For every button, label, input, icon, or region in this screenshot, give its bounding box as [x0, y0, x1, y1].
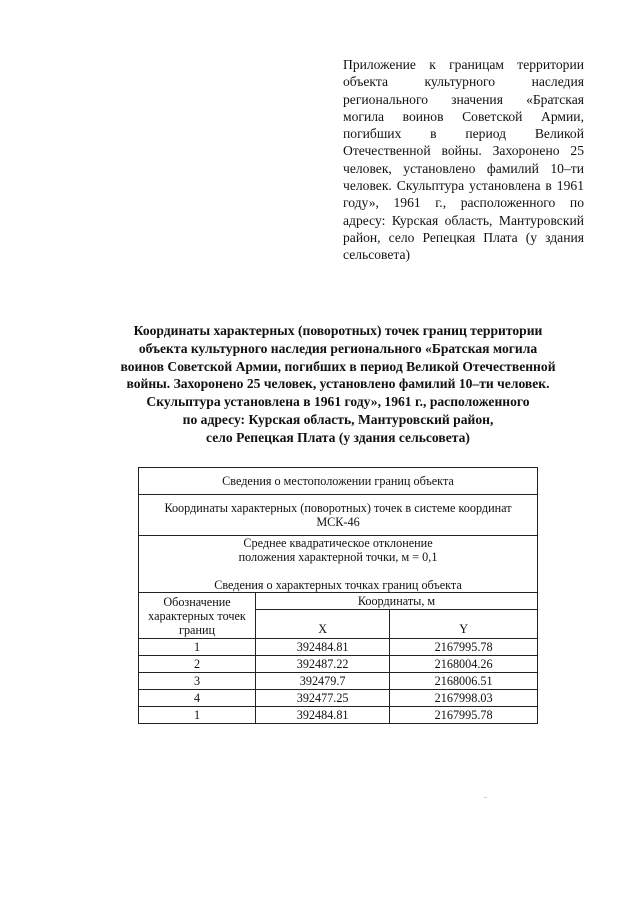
y-header: Y: [390, 610, 538, 639]
coordinates-table: [138, 467, 538, 724]
y-cell: 2167995.78: [390, 639, 538, 656]
document-title: [100, 322, 576, 447]
x-cell: 392484.81: [256, 639, 390, 656]
table-row: [139, 673, 538, 690]
accuracy-line: Среднее квадратическое отклонение: [243, 536, 433, 550]
accuracy-cell: [139, 536, 538, 593]
table-row: [139, 707, 538, 724]
x-cell: 392487.22: [256, 656, 390, 673]
point-cell: 1: [139, 639, 256, 656]
table-row: [139, 639, 538, 656]
coordinates-header: Координаты, м: [256, 593, 538, 610]
appendix-note: Приложение к границам территории объекта культурного наследия регионального значения «Братская могила воинов Советской Армии, погибших в период Великой Отечественной войны. Захоронено 25 человек, установлено фамилий 10–ти человек. Скульптура установлена в 1961 году», 1961 г., расположенного по адресу: Курская область, Мантуровский район, село Репецкая Плата (у здания сельсовета): [343, 57, 584, 263]
point-cell: 1: [139, 707, 256, 724]
x-cell: 392479.7: [256, 673, 390, 690]
spacer: [143, 564, 533, 578]
title-line: Скульптура установлена в 1961 году», 1961 г., расположенного: [146, 394, 530, 410]
y-cell: 2168004.26: [390, 656, 538, 673]
point-cell: 4: [139, 690, 256, 707]
title-line: Координаты характерных (поворотных) точек границ территории: [133, 323, 543, 338]
point-cell: 3: [139, 673, 256, 690]
point-cell: 2: [139, 656, 256, 673]
location-info-cell: Сведения о местоположении границ объекта: [139, 468, 538, 495]
y-cell: 2168006.51: [390, 673, 538, 690]
coord-system-cell: Координаты характерных (поворотных) точек в системе координат МСК-46: [139, 495, 538, 536]
title-line: село Репецкая Плата (у здания сельсовета): [206, 429, 470, 445]
x-header: X: [256, 610, 390, 639]
scan-artifact: [484, 797, 487, 798]
y-cell: 2167995.78: [390, 707, 538, 724]
x-cell: 392484.81: [256, 707, 390, 724]
points-info: Сведения о характерных точках границ объекта: [214, 578, 462, 592]
table-row: [139, 690, 538, 707]
title-line: войны. Захоронено 25 человек, установлено фамилий 10–ти человек.: [126, 376, 550, 392]
title-line: по адресу: Курская область, Мантуровский район,: [182, 411, 494, 427]
title-line: воинов Советской Армии, погибших в период Великой Отечественной: [120, 358, 556, 374]
title-line: объекта культурного наследия регионального «Братская могила: [138, 340, 538, 356]
y-cell: 2167998.03: [390, 690, 538, 707]
x-cell: 392477.25: [256, 690, 390, 707]
point-designation-header: Обозначение характерных точек границ: [139, 593, 256, 639]
table-row: [139, 656, 538, 673]
accuracy-line: положения характерной точки, м = 0,1: [238, 550, 438, 564]
